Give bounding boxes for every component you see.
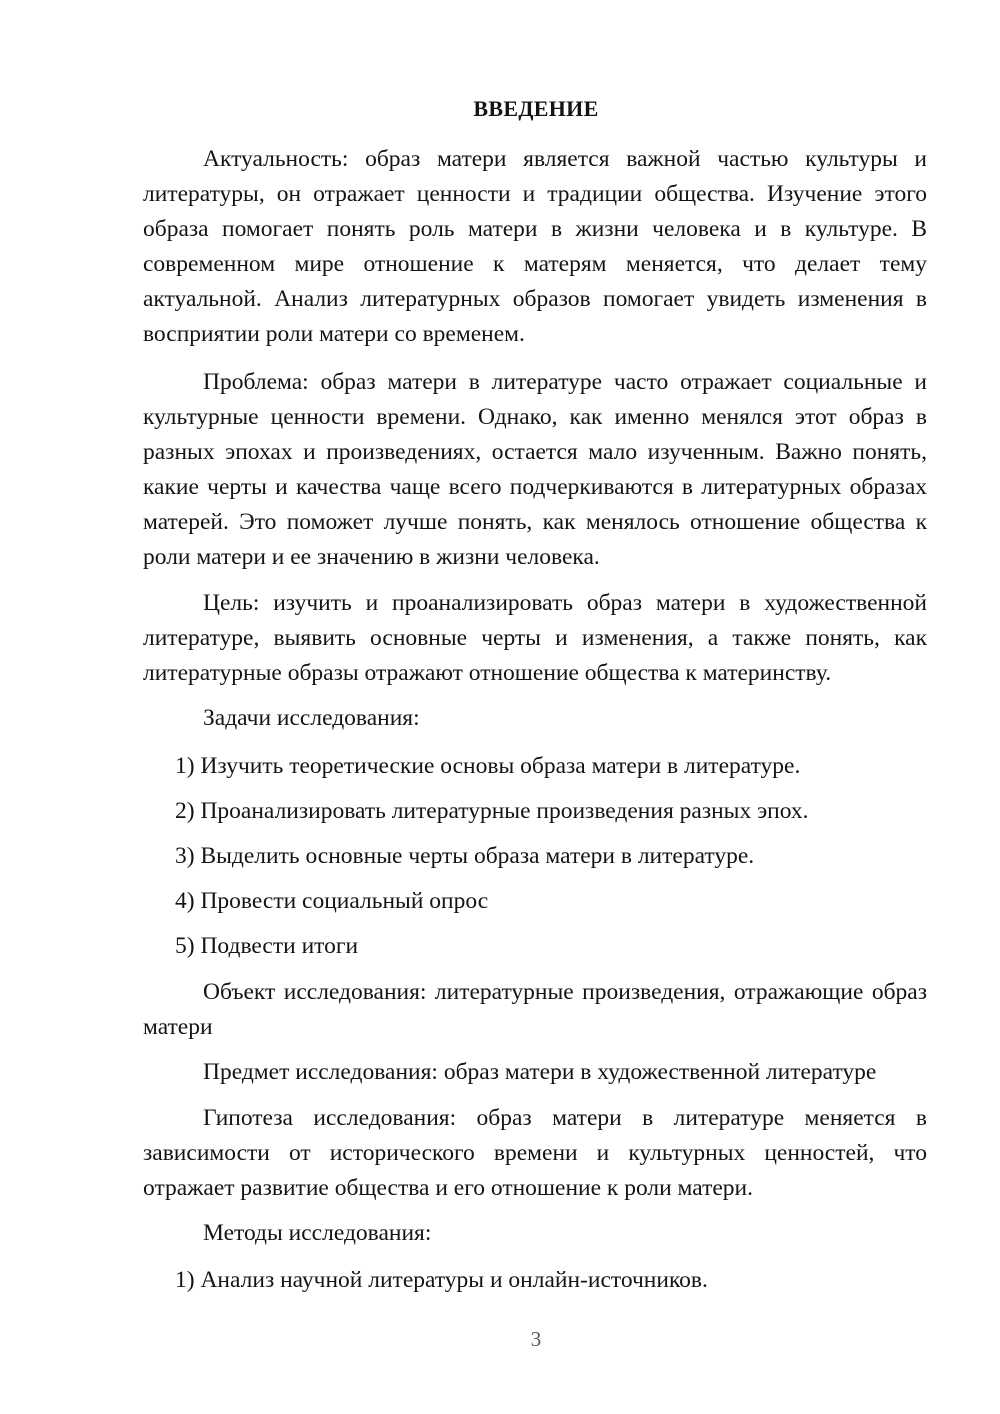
paragraph-problem	[143, 365, 927, 575]
paragraph-subject	[143, 1055, 927, 1090]
page-title: ВВЕДЕНИЕ	[473, 96, 599, 121]
paragraph-text: Объект исследования: литературные произведения, отражающие образ матери	[143, 979, 927, 1040]
list-item-method-1: 1) Анализ научной литературы и онлайн-источников.	[175, 1267, 708, 1293]
tasks-heading-text: Задачи исследования:	[203, 705, 420, 731]
paragraph-text: Предмет исследования: образ матери в художественной литературе	[203, 1059, 877, 1085]
paragraph-text: Актуальность: образ матери является важной частью культуры и литературы, он отражает ценности и традиции общества. Изучение этого образа помогает понять роль матери в жизни человека и в культуре. В современном мире отношение к матерям меняется, что делает тему актуальной. Анализ литературных образов помогает увидеть изменения в восприятии роли матери со временем.	[143, 146, 927, 347]
paragraph-text: Цель: изучить и проанализировать образ матери в художественной литературе, выявить основные черты и изменения, а также понять, как литературные образы отражают отношение общества к материнству.	[143, 590, 927, 686]
methods-heading	[143, 1216, 927, 1251]
paragraph-hypothesis	[143, 1101, 927, 1206]
paragraph-text: Гипотеза исследования: образ матери в литературе меняется в зависимости от исторического времени и культурных ценностей, что отражает развитие общества и его отношение к роли матери.	[143, 1105, 927, 1201]
paragraph-text: Проблема: образ матери в литературе часто отражает социальные и культурные ценности времени. Однако, как именно менялся этот образ в разных эпохах и произведениях, остается мало изученным. Важно понять, какие черты и качества чаще всего подчеркиваются в литературных образах матерей. Это поможет лучше понять, как менялось отношение общества к роли матери и ее значению в жизни человека.	[143, 369, 927, 570]
page-number: 3	[530, 1327, 542, 1351]
paragraph-object	[143, 975, 927, 1045]
methods-heading-text: Методы исследования:	[203, 1220, 432, 1246]
list-item-task-5: 5) Подвести итоги	[175, 933, 359, 959]
paragraph-relevance	[143, 142, 927, 352]
list-item-task-3: 3) Выделить основные черты образа матери в литературе.	[175, 843, 755, 869]
list-item-task-4: 4) Провести социальный опрос	[175, 888, 489, 914]
list-item-task-1: 1) Изучить теоретические основы образа матери в литературе.	[175, 753, 801, 779]
tasks-heading	[143, 701, 927, 736]
paragraph-goal	[143, 586, 927, 691]
list-item-task-2: 2) Проанализировать литературные произведения разных эпох.	[175, 798, 809, 824]
